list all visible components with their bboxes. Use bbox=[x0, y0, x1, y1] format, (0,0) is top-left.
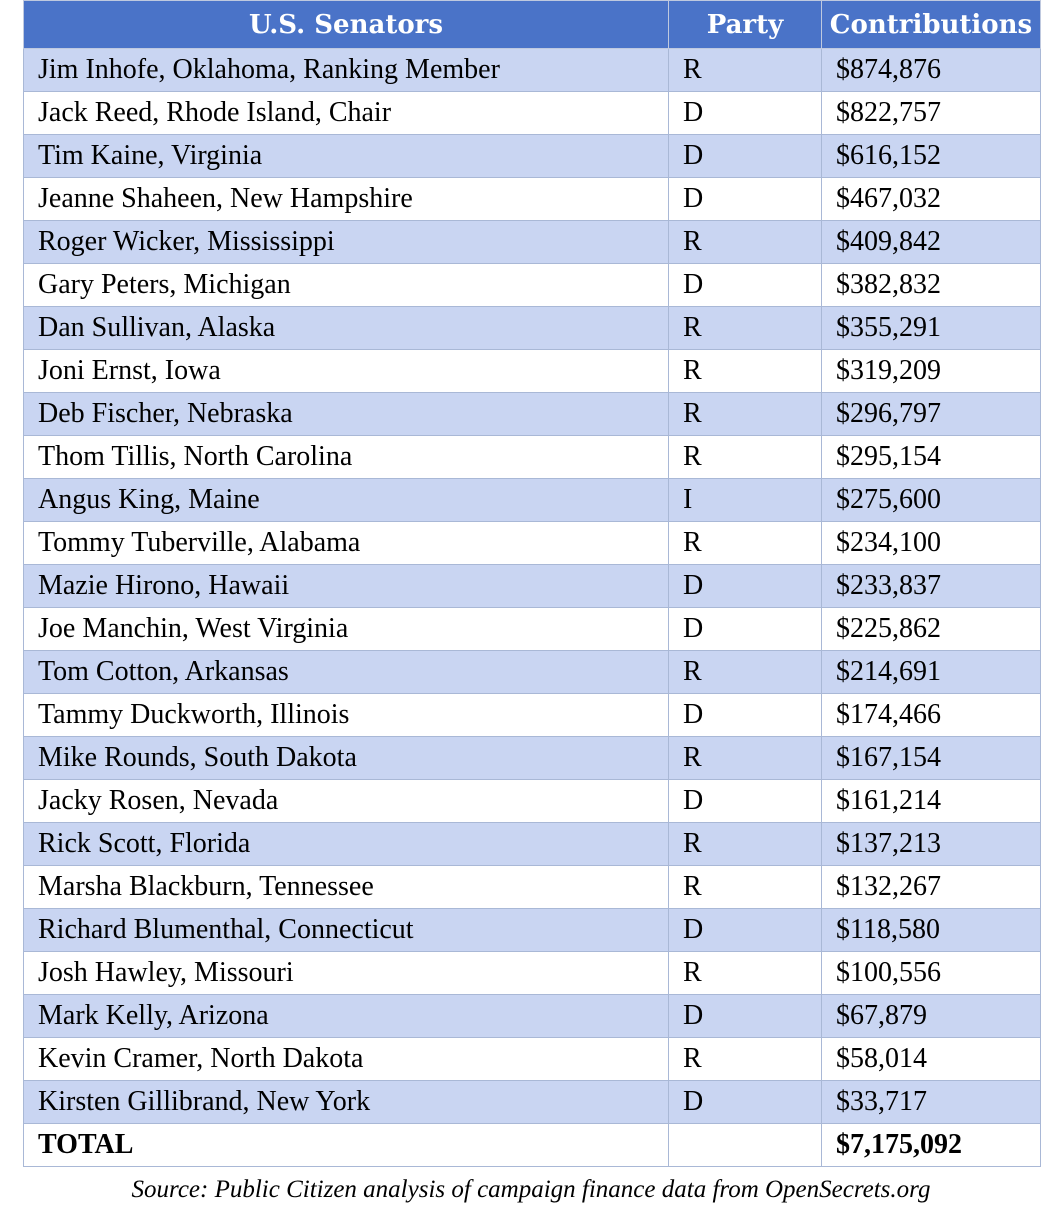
header-senators: U.S. Senators bbox=[24, 1, 669, 49]
party-cell: R bbox=[669, 522, 822, 565]
party-cell: R bbox=[669, 436, 822, 479]
senator-name-cell: Rick Scott, Florida bbox=[24, 823, 669, 866]
party-cell: D bbox=[669, 608, 822, 651]
senator-name-cell: Angus King, Maine bbox=[24, 479, 669, 522]
table-row bbox=[24, 780, 1041, 823]
contributions-table-container bbox=[23, 0, 1040, 1167]
senator-name-cell: Kirsten Gillibrand, New York bbox=[24, 1081, 669, 1124]
total-label: TOTAL bbox=[24, 1124, 669, 1167]
party-cell: D bbox=[669, 92, 822, 135]
senator-name-cell: Dan Sullivan, Alaska bbox=[24, 307, 669, 350]
header-party: Party bbox=[669, 1, 822, 49]
senator-name-cell: Mark Kelly, Arizona bbox=[24, 995, 669, 1038]
table-row bbox=[24, 1038, 1041, 1081]
party-cell: D bbox=[669, 780, 822, 823]
party-cell: R bbox=[669, 393, 822, 436]
contributions-cell: $275,600 bbox=[822, 479, 1041, 522]
contributions-cell: $174,466 bbox=[822, 694, 1041, 737]
contributions-cell: $161,214 bbox=[822, 780, 1041, 823]
senator-name-cell: Tom Cotton, Arkansas bbox=[24, 651, 669, 694]
total-contributions: $7,175,092 bbox=[822, 1124, 1041, 1167]
party-cell: D bbox=[669, 1081, 822, 1124]
senator-name-cell: Jim Inhofe, Oklahoma, Ranking Member bbox=[24, 49, 669, 92]
contributions-table bbox=[23, 0, 1041, 1167]
party-cell: D bbox=[669, 264, 822, 307]
senator-name-cell: Tommy Tuberville, Alabama bbox=[24, 522, 669, 565]
party-cell: D bbox=[669, 565, 822, 608]
table-row bbox=[24, 436, 1041, 479]
senator-name-cell: Tim Kaine, Virginia bbox=[24, 135, 669, 178]
table-row bbox=[24, 909, 1041, 952]
senator-name-cell: Richard Blumenthal, Connecticut bbox=[24, 909, 669, 952]
senator-name-cell: Mike Rounds, South Dakota bbox=[24, 737, 669, 780]
contributions-cell: $67,879 bbox=[822, 995, 1041, 1038]
senator-name-cell: Thom Tillis, North Carolina bbox=[24, 436, 669, 479]
senator-name-cell: Tammy Duckworth, Illinois bbox=[24, 694, 669, 737]
contributions-cell: $409,842 bbox=[822, 221, 1041, 264]
party-cell: I bbox=[669, 479, 822, 522]
table-row bbox=[24, 522, 1041, 565]
contributions-cell: $132,267 bbox=[822, 866, 1041, 909]
party-cell: D bbox=[669, 995, 822, 1038]
table-row bbox=[24, 651, 1041, 694]
party-cell: R bbox=[669, 866, 822, 909]
senator-name-cell: Deb Fischer, Nebraska bbox=[24, 393, 669, 436]
contributions-cell: $233,837 bbox=[822, 565, 1041, 608]
contributions-cell: $616,152 bbox=[822, 135, 1041, 178]
table-row bbox=[24, 92, 1041, 135]
contributions-cell: $234,100 bbox=[822, 522, 1041, 565]
table-row bbox=[24, 135, 1041, 178]
table-row bbox=[24, 608, 1041, 651]
contributions-cell: $33,717 bbox=[822, 1081, 1041, 1124]
contributions-cell: $467,032 bbox=[822, 178, 1041, 221]
table-row bbox=[24, 995, 1041, 1038]
table-row bbox=[24, 737, 1041, 780]
table-row bbox=[24, 307, 1041, 350]
party-cell: D bbox=[669, 135, 822, 178]
party-cell: D bbox=[669, 178, 822, 221]
contributions-cell: $295,154 bbox=[822, 436, 1041, 479]
contributions-cell: $874,876 bbox=[822, 49, 1041, 92]
senator-name-cell: Joni Ernst, Iowa bbox=[24, 350, 669, 393]
table-row bbox=[24, 1081, 1041, 1124]
table-row bbox=[24, 49, 1041, 92]
contributions-cell: $382,832 bbox=[822, 264, 1041, 307]
party-cell: R bbox=[669, 1038, 822, 1081]
party-cell: R bbox=[669, 823, 822, 866]
contributions-cell: $822,757 bbox=[822, 92, 1041, 135]
party-cell: R bbox=[669, 307, 822, 350]
party-cell: D bbox=[669, 909, 822, 952]
table-row bbox=[24, 694, 1041, 737]
senator-name-cell: Jeanne Shaheen, New Hampshire bbox=[24, 178, 669, 221]
senator-name-cell: Mazie Hirono, Hawaii bbox=[24, 565, 669, 608]
total-party bbox=[669, 1124, 822, 1167]
table-row bbox=[24, 221, 1041, 264]
table-row bbox=[24, 823, 1041, 866]
table-body bbox=[24, 49, 1041, 1167]
header-contributions: Contributions bbox=[822, 1, 1041, 49]
contributions-cell: $118,580 bbox=[822, 909, 1041, 952]
contributions-cell: $319,209 bbox=[822, 350, 1041, 393]
contributions-cell: $58,014 bbox=[822, 1038, 1041, 1081]
contributions-cell: $137,213 bbox=[822, 823, 1041, 866]
table-row bbox=[24, 479, 1041, 522]
contributions-cell: $296,797 bbox=[822, 393, 1041, 436]
table-row bbox=[24, 264, 1041, 307]
party-cell: R bbox=[669, 952, 822, 995]
total-row bbox=[24, 1124, 1041, 1167]
senator-name-cell: Roger Wicker, Mississippi bbox=[24, 221, 669, 264]
party-cell: D bbox=[669, 694, 822, 737]
header-row bbox=[24, 1, 1041, 49]
table-header bbox=[24, 1, 1041, 49]
table-row bbox=[24, 393, 1041, 436]
contributions-cell: $100,556 bbox=[822, 952, 1041, 995]
senator-name-cell: Jacky Rosen, Nevada bbox=[24, 780, 669, 823]
senator-name-cell: Marsha Blackburn, Tennessee bbox=[24, 866, 669, 909]
senator-name-cell: Jack Reed, Rhode Island, Chair bbox=[24, 92, 669, 135]
senator-name-cell: Kevin Cramer, North Dakota bbox=[24, 1038, 669, 1081]
table-row bbox=[24, 178, 1041, 221]
source-note: Source: Public Citizen analysis of campaign finance data from OpenSecrets.org bbox=[131, 1176, 931, 1203]
party-cell: R bbox=[669, 221, 822, 264]
contributions-cell: $355,291 bbox=[822, 307, 1041, 350]
table-row bbox=[24, 866, 1041, 909]
senator-name-cell: Josh Hawley, Missouri bbox=[24, 952, 669, 995]
table-row bbox=[24, 350, 1041, 393]
party-cell: R bbox=[669, 737, 822, 780]
senator-name-cell: Gary Peters, Michigan bbox=[24, 264, 669, 307]
party-cell: R bbox=[669, 350, 822, 393]
party-cell: R bbox=[669, 49, 822, 92]
contributions-cell: $225,862 bbox=[822, 608, 1041, 651]
table-row bbox=[24, 952, 1041, 995]
contributions-cell: $214,691 bbox=[822, 651, 1041, 694]
senator-name-cell: Joe Manchin, West Virginia bbox=[24, 608, 669, 651]
party-cell: R bbox=[669, 651, 822, 694]
table-row bbox=[24, 565, 1041, 608]
contributions-cell: $167,154 bbox=[822, 737, 1041, 780]
